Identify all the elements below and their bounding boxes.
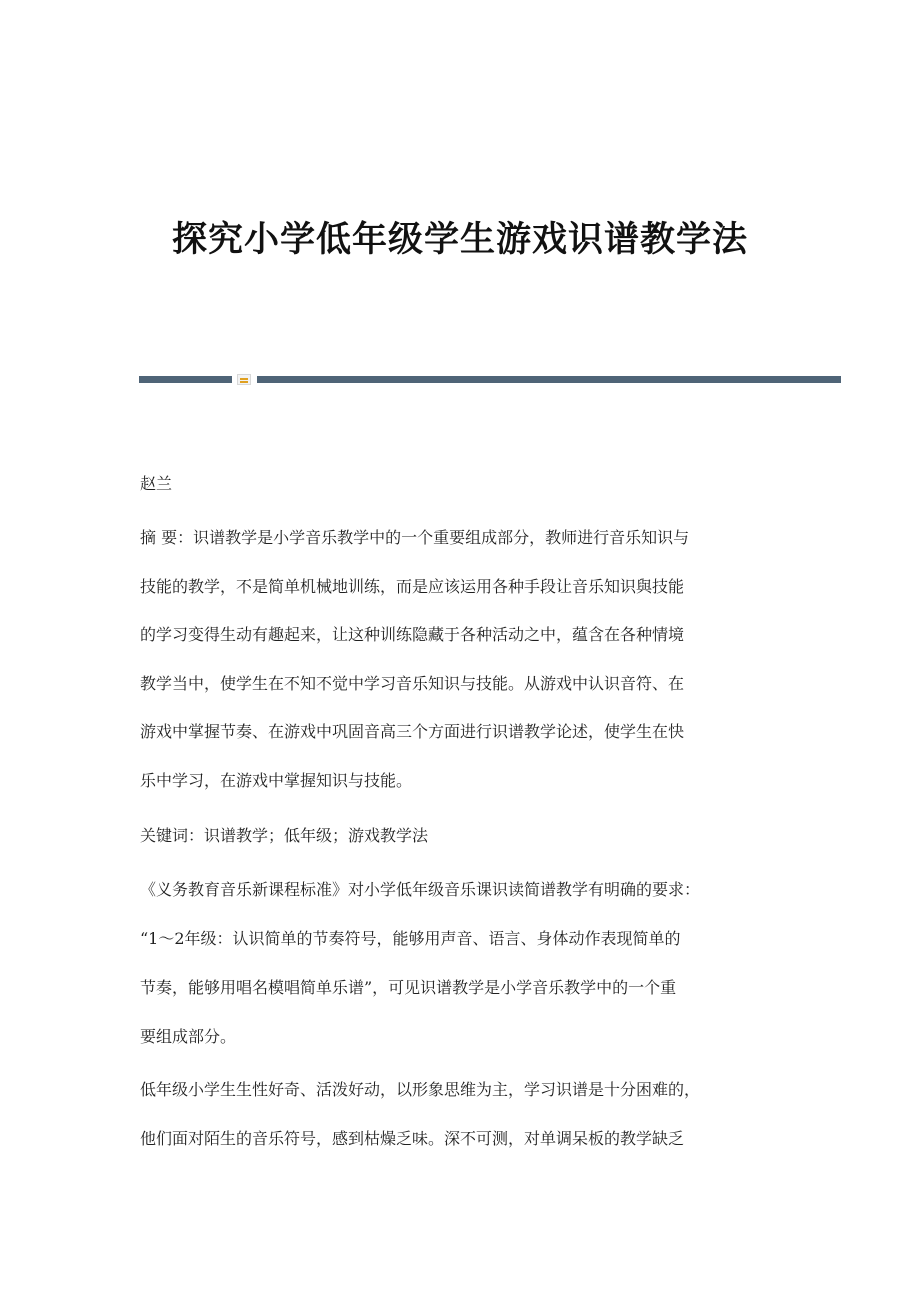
abstract-paragraph: [140, 526, 790, 817]
abstract-text: 识谱教学是小学音乐教学中的一个重要组成部分，教师进行音乐知识与: [193, 528, 690, 547]
paragraph-line: 节奏，能够用唱名模唱简单乐谱”，可见识谱教学是小学音乐教学中的一个重: [140, 978, 677, 997]
paragraph-line: 要组成部分。: [140, 1027, 237, 1046]
abstract-label: 摘 要：: [140, 528, 194, 547]
paragraph-line: 低年级小学生生性好奇、活泼好动，以形象思维为主，学习识谱是十分困难的，: [140, 1080, 701, 1099]
abstract-line: 技能的教学，不是简单机械地训练，而是应该运用各种手段让音乐知识與技能: [140, 576, 685, 596]
divider-bar-left: [139, 376, 232, 383]
divider-emblem-icon: [237, 374, 251, 385]
keywords-line: 关键词：识谱教学；低年级；游戏教学法: [140, 826, 429, 845]
title-divider: [139, 374, 841, 386]
paragraph-line: 他们面对陌生的音乐符号，感到枯燥乏味。深不可测，对单调呆板的教学缺乏: [140, 1129, 685, 1148]
body-paragraph-1: [140, 878, 790, 1074]
author-name: 赵兰: [140, 474, 173, 493]
body-paragraph-2: [140, 1078, 790, 1176]
abstract-line: 的学习变得生动有趣起来，让这种训练隐藏于各种活动之中，蕴含在各种情境: [140, 625, 685, 644]
paragraph-line: “1～2年级：认识简单的节奏符号，能够用声音、语言、身体动作表现简单的: [140, 929, 681, 948]
divider-bar-right: [257, 376, 841, 383]
abstract-line: 教学当中，使学生在不知不觉中学习音乐知识与技能。从游戏中认识音符、在: [140, 673, 685, 693]
abstract-line: 乐中学习，在游戏中掌握知识与技能。: [140, 770, 413, 790]
abstract-line: 游戏中掌握节奏、在游戏中巩固音高三个方面进行识谱教学论述，使学生在快: [140, 722, 685, 741]
paragraph-line: 《义务教育音乐新课程标准》对小学低年级音乐课识读简谱教学有明确的要求：: [140, 880, 701, 899]
document-title: 探究小学低年级学生游戏识谱教学法: [171, 219, 748, 260]
abstract-line: [140, 526, 790, 575]
